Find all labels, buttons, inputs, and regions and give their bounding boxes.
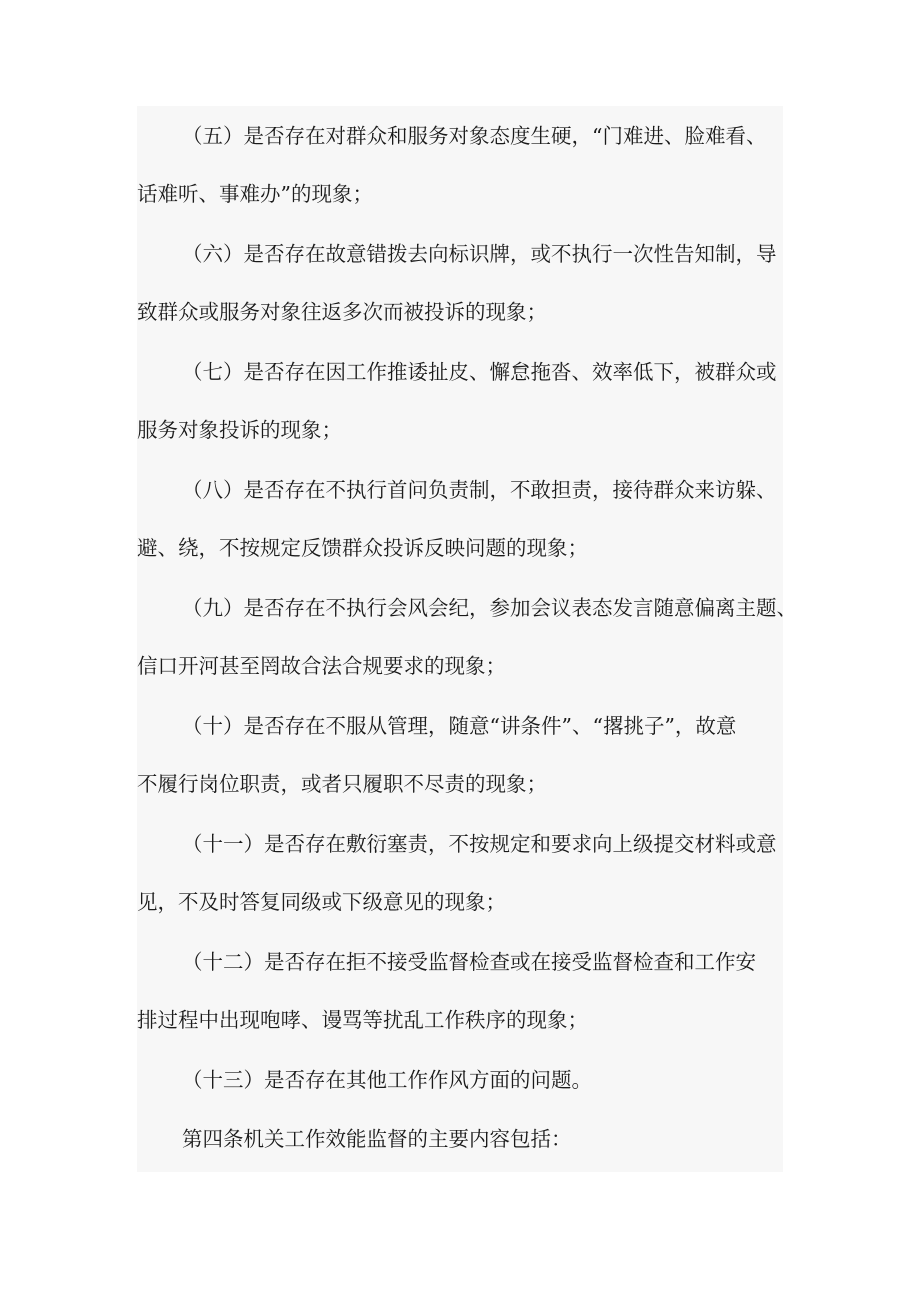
paragraph-line: 不履行岗位职责，或者只履职不尽责的现象； (137, 772, 547, 796)
paragraph-line: 排过程中出现咆哮、谩骂等扰乱工作秩序的现象； (137, 1008, 588, 1032)
paragraph-line: 致群众或服务对象往返多次而被投诉的现象； (137, 300, 547, 324)
paragraph-line: 第四条机关工作效能监督的主要内容包括： (182, 1127, 572, 1151)
paragraph-line: 见，不及时答复同级或下级意见的现象； (137, 890, 506, 914)
paragraph-item-7 (137, 343, 797, 459)
paragraph-line: （十一）是否存在敷衍塞责，不按规定和要求向上级提交材料或意 (182, 832, 777, 856)
document-body (137, 106, 797, 1172)
paragraph-item-11 (137, 815, 797, 931)
paragraph-line: （八）是否存在不执行首问负责制，不敢担责，接待群众来访躲、 (182, 478, 777, 502)
paragraph-line: 话难听、事难办”的现象； (137, 182, 373, 206)
paragraph-line: （九）是否存在不执行会风会纪，参加会议表态发言随意偏离主题、 (182, 596, 797, 620)
paragraph-item-5 (137, 107, 797, 223)
paragraph-line: （十）是否存在不服从管理，随意“讲条件”、“撂挑子”，故意 (182, 714, 737, 738)
paragraph-line: （十二）是否存在拒不接受监督检查或在接受监督检查和工作安 (182, 950, 756, 974)
article-4-heading (137, 1110, 797, 1168)
paragraph-item-8 (137, 461, 797, 577)
paragraph-item-13 (137, 1051, 797, 1109)
paragraph-line: （七）是否存在因工作推诿扯皮、懈怠拖沓、效率低下，被群众或 (182, 360, 777, 384)
paragraph-item-12 (137, 933, 797, 1049)
paragraph-line: （六）是否存在故意错拨去向标识牌，或不执行一次性告知制，导 (182, 242, 777, 266)
paragraph-line: 服务对象投诉的现象； (137, 418, 342, 442)
paragraph-line: 信口开河甚至罔故合法合规要求的现象； (137, 654, 506, 678)
paragraph-item-10 (137, 697, 797, 813)
paragraph-line: （五）是否存在对群众和服务对象态度生硬，“门难进、脸难看、 (182, 124, 767, 148)
paragraph-line: （十三）是否存在其他工作作风方面的问题。 (182, 1068, 592, 1092)
paragraph-item-9 (137, 579, 797, 695)
paragraph-line: 避、绕，不按规定反馈群众投诉反映问题的现象； (137, 536, 588, 560)
paragraph-item-6 (137, 225, 797, 341)
